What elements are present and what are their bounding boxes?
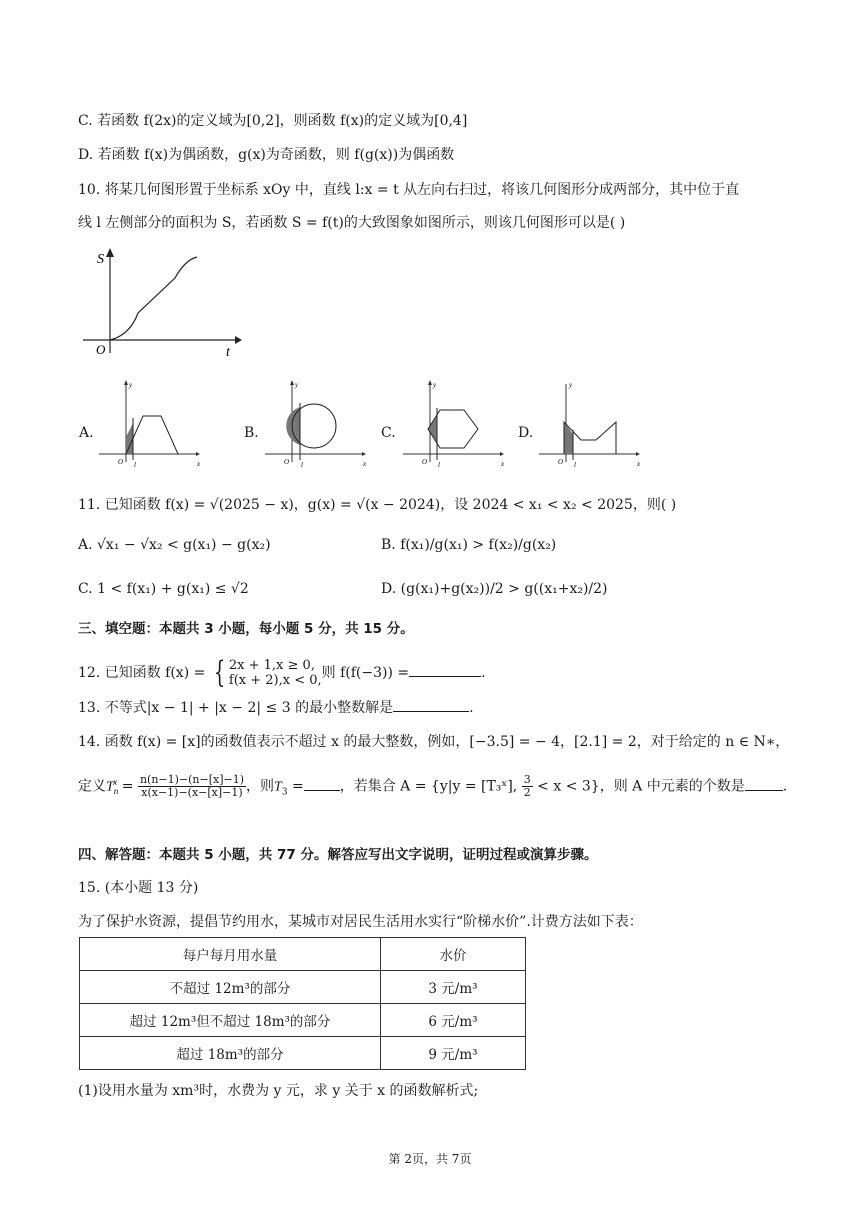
origin-label: O	[96, 342, 106, 357]
svg-text:l: l	[134, 461, 136, 468]
q10-option-d-label: D.	[518, 425, 534, 441]
page-footer: 第 2页，共 7页	[388, 1152, 472, 1166]
svg-text:x: x	[363, 460, 367, 468]
svg-text:O: O	[284, 458, 290, 466]
q15-title: 15. (本小题 13 分)	[78, 880, 199, 896]
svg-text:l: l	[574, 461, 576, 468]
shaded-region	[286, 407, 300, 445]
q9-option-d: D. 若函数 f(x)为偶函数，g(x)为奇函数，则 f(g(x))为偶函数	[78, 147, 455, 163]
q14-stem-line1: 14. 函数 f(x) = [x]的函数值表示不超过 x 的最大整数，例如，[−3.5] = − 4，[2.1] = 2，对于给定的 n ∈ N∗，	[78, 734, 790, 750]
water-price-table	[79, 937, 526, 1070]
q14-stem-line2: 定义$T_n^x$ = $\frac{n(n-1)-(n-[x]-1)}{x(x-1)-(x-[x]-1)}$ ，则$T_3$ = ，若集合 A = {y|y = [T₃ˣ], $\frac{3}{2}$ < x < 3}，则 A 中元素的个数是 .	[78, 773, 788, 800]
q10-stem-line2: 线 l 左侧部分的面积为 S，若函数 S = f(t)的大致图象如图所示，则该几何图形可以是( )	[78, 215, 626, 231]
q15-part-1: (1)设用水量为 xm³时，水费为 y 元，求 y 关于 x 的函数解析式;	[78, 1083, 479, 1099]
svg-text:O: O	[558, 458, 564, 466]
q10-stem-line1: 10. 将某几何图形置于坐标系 xOy 中，直线 l:x = t 从左向右扫过，将该几何图形分成两部分，其中位于直	[78, 182, 740, 198]
q12-stem: 12. 已知函数 f(x) = { 2x + 1,x ≥ 0, f(x + 2),x < 0, 则 f(f(−3)) = .	[78, 655, 486, 690]
shaded-region	[428, 416, 437, 442]
svg-text:O: O	[422, 458, 428, 466]
option-a-figure	[96, 378, 206, 468]
svg-text:y: y	[433, 381, 437, 389]
q11-option-c: C. 1 < f(x₁) + g(x₁) ≤ √2	[78, 581, 249, 597]
q14-answer-blank-2	[745, 776, 783, 791]
svg-text:l: l	[301, 461, 303, 468]
table-cell: 9 元/m³	[381, 1037, 526, 1070]
s-axis-arrow	[106, 248, 114, 257]
table-cell: 超过 18m³的部分	[80, 1037, 381, 1070]
table-cell: 6 元/m³	[381, 1004, 526, 1037]
table-row	[80, 1037, 526, 1070]
table-row	[80, 1004, 526, 1037]
table-row	[80, 971, 526, 1004]
q10-option-b-label: B.	[244, 425, 259, 441]
section-3-heading: 三、填空题：本题共 3 小题，每小题 5 分，共 15 分。	[78, 621, 414, 637]
q13-stem: 13. 不等式|x − 1| + |x − 2| ≤ 3 的最小整数解是 .	[78, 697, 474, 718]
option-b-figure	[262, 378, 372, 468]
svg-text:x: x	[501, 460, 505, 468]
q11-option-a: A. √x₁ − √x₂ < g(x₁) − g(x₂)	[78, 537, 271, 553]
shaded-region	[126, 423, 133, 454]
q12-answer-blank	[409, 662, 481, 677]
svg-text:O: O	[118, 458, 124, 466]
table-header-row	[80, 938, 526, 971]
option-c-figure	[400, 378, 510, 468]
table-cell: 超过 12m³但不超过 18m³的部分	[80, 1004, 381, 1037]
svg-text:l: l	[438, 461, 440, 468]
svg-text:x: x	[637, 460, 641, 468]
option-d-figure	[536, 378, 646, 468]
table-header-cell: 水价	[381, 938, 526, 971]
s-t-graph	[80, 245, 250, 360]
q14-answer-blank-1	[304, 776, 340, 791]
q11-option-b: B. f(x₁)/g(x₁) > f(x₂)/g(x₂)	[381, 537, 557, 553]
svg-text:y: y	[295, 381, 299, 389]
svg-text:y: y	[129, 381, 133, 389]
table-header-cell: 每户每月用水量	[80, 938, 381, 971]
s-axis-label: S	[97, 252, 104, 267]
s-curve	[110, 257, 197, 340]
table-cell: 不超过 12m³的部分	[80, 971, 381, 1004]
t-axis-label: t	[226, 345, 230, 360]
t-axis-arrow	[235, 336, 242, 344]
section-4-heading: 四、解答题：本题共 5 小题，共 77 分。解答应写出文字说明，证明过程或演算步骤。	[78, 847, 598, 863]
q9-option-c: C. 若函数 f(2x)的定义域为[0,2]，则函数 f(x)的定义域为[0,4]	[78, 113, 468, 129]
q15-intro: 为了保护水资源，提倡节约用水，某城市对居民生活用水实行“阶梯水价”.计费方法如下表：	[78, 914, 643, 930]
table-cell: 3 元/m³	[381, 971, 526, 1004]
svg-text:y: y	[569, 381, 573, 389]
q10-option-c-label: C.	[381, 425, 396, 441]
q11-option-d: D. (g(x₁)+g(x₂))/2 > g((x₁+x₂)/2)	[381, 581, 608, 597]
q11-stem: 11. 已知函数 f(x) = √(2025 − x)，g(x) = √(x − 2024)，设 2024 < x₁ < x₂ < 2025，则( )	[78, 497, 677, 513]
q13-answer-blank	[393, 697, 469, 712]
svg-text:x: x	[197, 460, 201, 468]
q10-option-a-label: A.	[79, 425, 94, 441]
